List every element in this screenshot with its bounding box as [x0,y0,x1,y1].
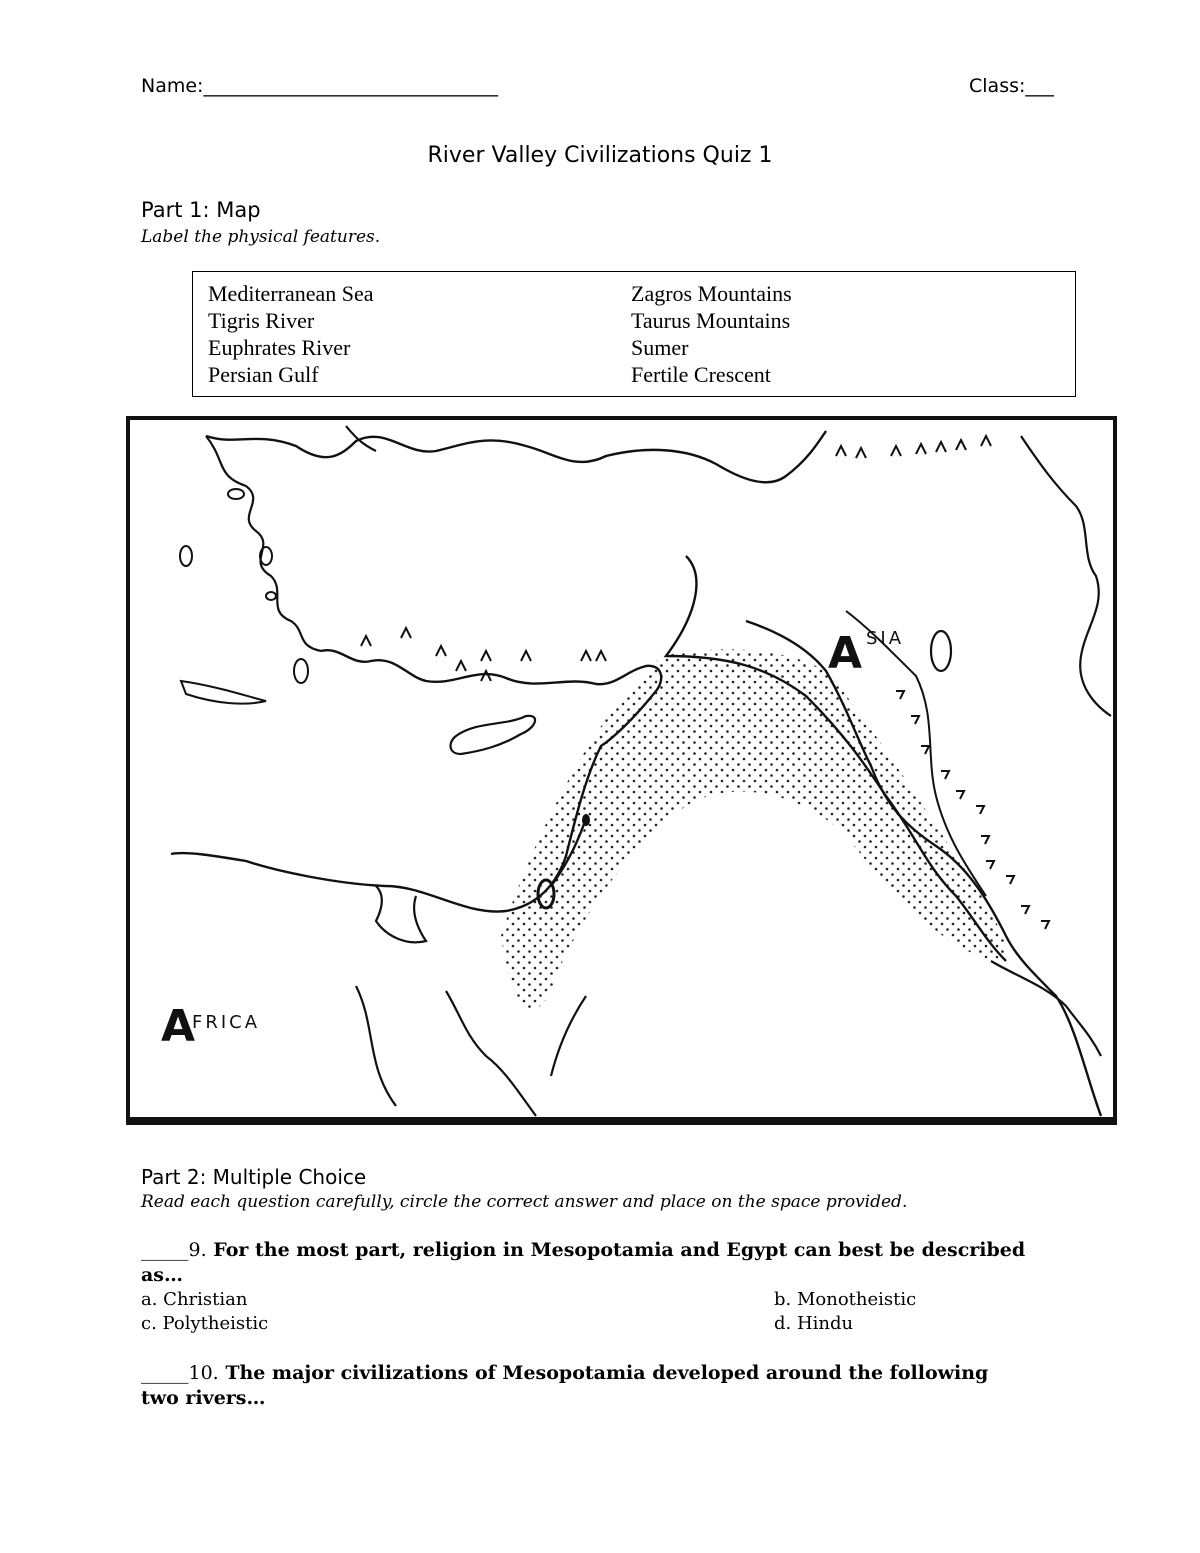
part2-instruction: Read each question carefully, circle the correct answer and place on the space provided. [141,1192,908,1212]
map-label-asia: SIA [866,628,905,649]
word-bank-left-column [208,280,374,388]
part1-instruction: Label the physical features. [141,227,381,247]
class-field[interactable] [969,75,1054,97]
class-blank[interactable]: ___ [1025,75,1054,97]
question-number: 9. [188,1239,207,1261]
question-text: The major civilizations of Mesopotamia developed around the following [225,1362,989,1384]
name-label: Name: [141,75,204,97]
question-text-cont: two rivers… [141,1387,266,1409]
word-bank [192,271,1076,397]
option-d[interactable]: d. Hindu [774,1313,854,1334]
part1-heading: Part 1: Map [141,198,261,222]
name-field[interactable] [141,75,498,97]
name-blank[interactable]: _______________________________ [203,75,498,97]
word-bank-right-column [631,280,792,388]
map-label-africa: FRICA [192,1012,261,1033]
word-bank-item: Fertile Crescent [631,362,771,387]
answer-blank[interactable]: _____ [141,1239,189,1261]
quiz-title: River Valley Civilizations Quiz 1 [427,143,773,168]
word-bank-item: Taurus Mountains [631,308,791,333]
word-bank-item: Zagros Mountains [631,281,792,306]
question-text: For the most part, religion in Mesopotamia and Egypt can best be described [213,1239,1026,1261]
word-bank-item: Euphrates River [208,335,351,360]
option-b[interactable]: b. Monotheistic [774,1289,917,1310]
option-a[interactable]: a. Christian [141,1289,248,1310]
word-bank-item: Mediterranean Sea [208,281,374,306]
class-label: Class: [969,75,1026,97]
word-bank-item: Persian Gulf [208,362,319,387]
question-9 [141,1238,1071,1288]
question-10 [141,1361,1071,1411]
option-c[interactable]: c. Polytheistic [141,1313,269,1334]
map-label-asia-initial: A [828,628,863,679]
fertile-crescent-map [126,416,1117,1125]
map-label-africa-initial: A [161,1001,196,1052]
answer-blank[interactable]: _____ [141,1362,189,1384]
question-text-cont: as… [141,1264,184,1286]
question-number: 10. [188,1362,219,1384]
word-bank-item: Sumer [631,335,689,360]
word-bank-item: Tigris River [208,308,315,333]
part2-heading: Part 2: Multiple Choice [141,1165,367,1189]
